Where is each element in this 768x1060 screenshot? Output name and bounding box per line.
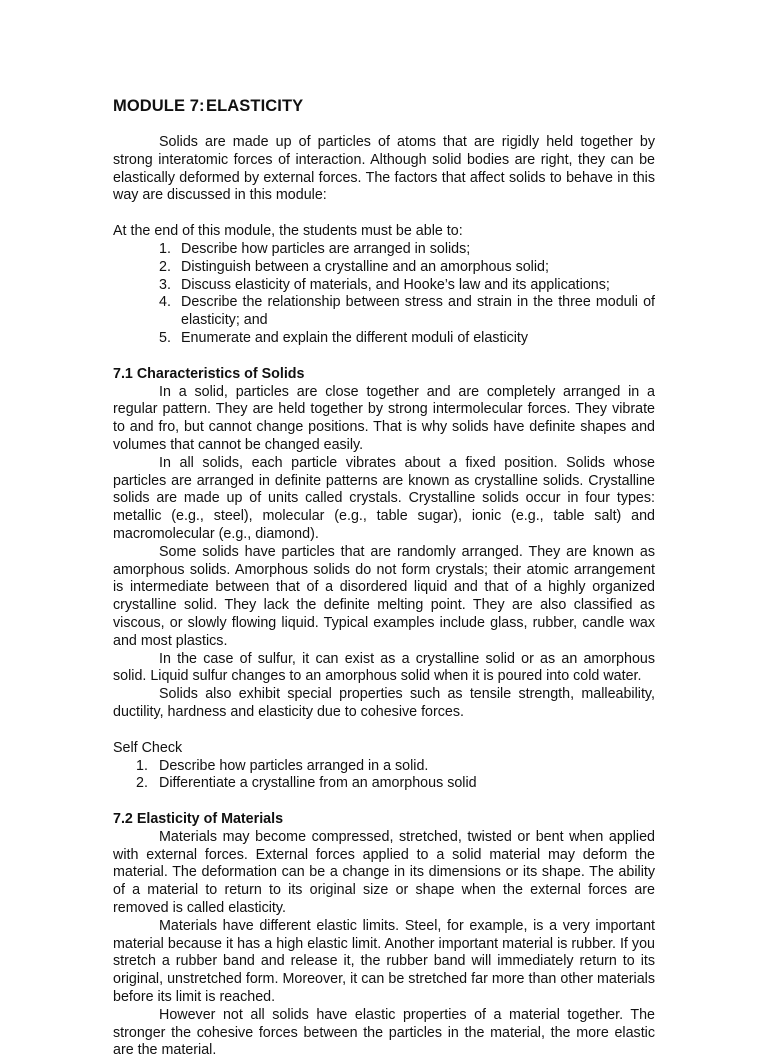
list-item: 1. Describe how particles are arranged in solids; — [159, 240, 471, 257]
section-heading-elasticity: 7.2 Elasticity of Materials — [113, 811, 284, 828]
self-check-label: Self Check — [113, 739, 183, 756]
module-name: ELASTICITY — [206, 97, 304, 115]
list-item: 5. Enumerate and explain the different moduli of elasticity — [159, 329, 529, 346]
paragraph: However not all solids have elastic properties of a material together. The stronger the cohesive forces between the particles in the material, the more elastic are the material. — [113, 1006, 655, 1059]
module-title — [113, 96, 655, 116]
list-item: 2. Differentiate a crystalline from an amorphous solid — [136, 775, 477, 792]
list-item: 3. Discuss elasticity of materials, and Hooke’s law and its applications; — [159, 276, 610, 293]
paragraph: In the case of sulfur, it can exist as a crystalline solid or as an amorphous solid. Liquid sulfur changes to an amorphous solid when it is poured into cold water. — [113, 650, 655, 685]
self-check-list — [113, 758, 655, 794]
objectives-list — [113, 241, 655, 348]
module-number: MODULE 7: — [113, 97, 205, 115]
paragraph: In a solid, particles are close together and are completely arranged in a regular pattern. They are held together by strong intermolecular forces. They vibrate to and fro, but cannot change positions. That is why solids have definite shapes and volumes that cannot be changed easily. — [113, 383, 655, 453]
list-item: 2. Distinguish between a crystalline and an amorphous solid; — [159, 258, 549, 275]
paragraph: Materials have different elastic limits. Steel, for example, is a very important material because it has a high elastic limit. Another important material is rubber. If you stretch a rubber band and release it, the rubber band will immediately return to its original, unstretched form. Moreover, it can be stretched far more than other materials before its limit is reached. — [113, 917, 655, 1006]
list-item: 1. Describe how particles arranged in a solid. — [136, 757, 429, 774]
paragraph: Materials may become compressed, stretched, twisted or bent when applied with external forces. External forces applied to a solid material may deform the material. The deformation can be a change in its dimensions or its shape. The ability of a material to return to its original size or shape when the external forces are removed is called elasticity. — [113, 828, 655, 917]
objectives-intro: At the end of this module, the students must be able to: — [113, 223, 463, 240]
paragraph: In all solids, each particle vibrates about a fixed position. Solids whose particles are arranged in definite patterns are known as crystalline solids. Crystalline solids are made up of units called crystals. Crystalline solids occur in four types: metallic (e.g., steel), molecular (e.g., table sugar), ionic (e.g., table salt) and macromolecular (e.g., diamond). — [113, 454, 655, 542]
list-item: 4. Describe the relationship between stress and strain in the three moduli of elasticity; and — [159, 294, 655, 329]
intro-paragraph: Solids are made up of particles of atoms that are rigidly held together by strong interatomic forces of interaction. Although solid bodies are right, they can be elastically deformed by external forces. The factors that affect solids to behave in this way are discussed in this module: — [113, 134, 655, 204]
paragraph: Some solids have particles that are randomly arranged. They are known as amorphous solids. Amorphous solids do not form crystals; their atomic arrangement is intermediate between that of a disordered liquid and that of a highly organized crystalline solid. They lack the definite melting point. They are also classified as viscous, or slowly flowing liquid. Typical examples include glass, rubber, candle wax and most plastics. — [113, 543, 655, 649]
section-heading-characteristics: 7.1 Characteristics of Solids — [113, 365, 305, 382]
paragraph: Solids also exhibit special properties such as tensile strength, malleability, ductility, hardness and elasticity due to cohesive forces. — [113, 686, 655, 720]
